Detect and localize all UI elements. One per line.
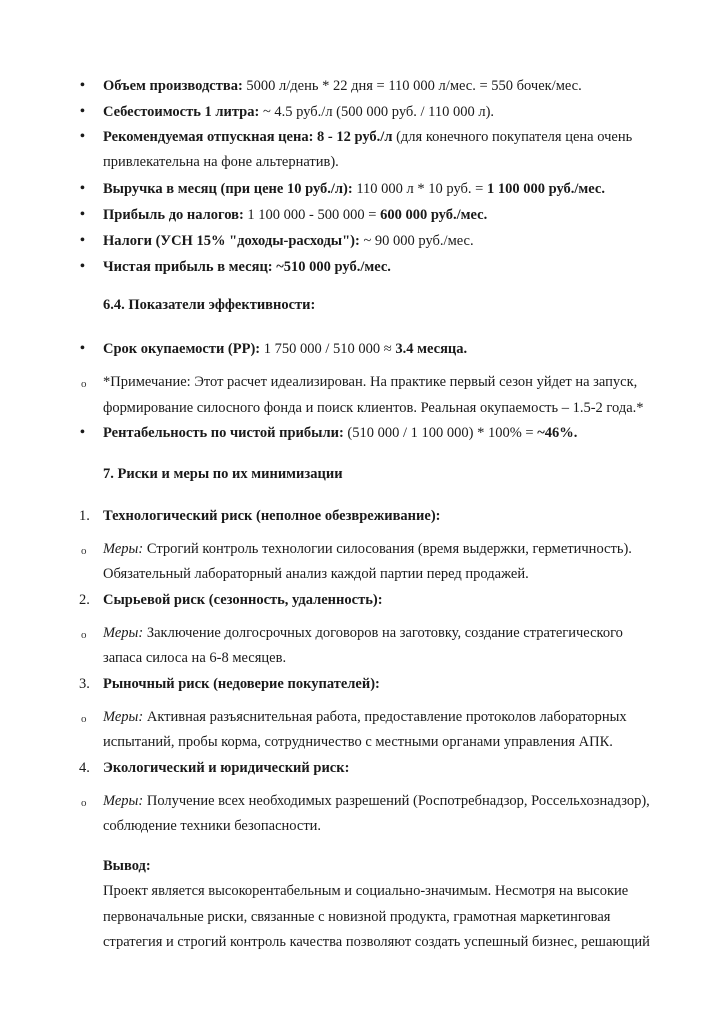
item-text: 1 100 000 - 500 000 = (243, 207, 381, 223)
list-item-production-volume (103, 77, 582, 95)
list-item-payback (103, 340, 467, 358)
risk-measure-line-2: Обязательный лабораторный анализ каждой партии перед продажей. (103, 566, 529, 582)
measure-text: Строгий контроль технологии силосования (время выдержки, герметичность). (143, 541, 632, 557)
risk-measure-line-1 (103, 624, 623, 642)
item-value: 600 000 руб./мес. (380, 207, 488, 223)
item-label: Объем производства: (103, 78, 243, 94)
measures-label: Меры: (103, 709, 144, 725)
list-item-taxes (103, 232, 474, 250)
item-value: 1 100 000 руб./мес. (486, 181, 605, 197)
bullet-marker: • (80, 259, 85, 274)
list-item-pretax-profit (103, 206, 487, 224)
circle-marker: o (81, 713, 87, 725)
bullet-marker: • (80, 104, 85, 119)
circle-marker: o (81, 378, 87, 390)
section-heading-7 (103, 465, 343, 483)
list-item-cost-per-liter (103, 103, 494, 121)
risk-number: 1. (79, 508, 90, 524)
item-label: Рекомендуемая отпускная цена: 8 - 12 руб./л (103, 129, 393, 145)
risk-title-text: Рыночный риск (недоверие покупателей): (103, 676, 380, 692)
risk-measure-line-1 (103, 792, 650, 810)
risk-title (103, 507, 441, 525)
note-line-1: *Примечание: Этот расчет идеализирован. На практике первый сезон уйдет на запуск, (103, 374, 638, 390)
list-item-net-profit (103, 258, 391, 276)
item-label: Налоги (УСН 15% "доходы-расходы"): (103, 233, 360, 249)
circle-marker: o (81, 797, 87, 809)
section-heading-6-4 (103, 296, 315, 314)
circle-marker: o (81, 545, 87, 557)
risk-title-text: Экологический и юридический риск: (103, 760, 350, 776)
bullet-marker: • (80, 341, 85, 356)
risk-measure-line-2: запаса силоса на 6-8 месяцев. (103, 650, 287, 666)
risk-title (103, 591, 383, 609)
risk-number: 3. (79, 676, 90, 692)
item-value: ~46%. (537, 425, 578, 441)
measures-label: Меры: (103, 625, 144, 641)
bullet-marker: • (80, 425, 85, 440)
measure-text: Активная разъяснительная работа, предоставление протоколов лабораторных (143, 709, 627, 725)
risk-measure-line-1 (103, 708, 627, 726)
item-text: (для конечного покупателя цена очень (392, 129, 633, 145)
risk-title (103, 675, 380, 693)
list-item-recommended-price (103, 128, 632, 146)
conclusion-heading (103, 857, 151, 875)
item-label: Чистая прибыль в месяц: ~510 000 руб./мес. (103, 259, 391, 275)
heading-text: 7. Риски и меры по их минимизации (103, 466, 343, 482)
measure-text: Заключение долгосрочных договоров на заготовку, создание стратегического (143, 625, 623, 641)
risk-title-text: Технологический риск (неполное обезвреживание): (103, 508, 441, 524)
measures-label: Меры: (103, 541, 144, 557)
conclusion-line-3: стратегия и строгий контроль качества позволяют создать успешный бизнес, решающий (103, 934, 650, 950)
conclusion-line-2: первоначальные риски, связанные с новизной продукта, грамотная маркетинговая (103, 909, 611, 925)
item-label: Выручка в месяц (при цене 10 руб./л): (103, 181, 353, 197)
item-text: ~ 90 000 руб./мес. (359, 233, 474, 249)
risk-measure-line-2: испытаний, пробы корма, сотрудничество с местными органами управления АПК. (103, 734, 613, 750)
measure-text: Получение всех необходимых разрешений (Роспотребнадзор, Россельхознадзор), (143, 793, 650, 809)
bullet-marker: • (80, 233, 85, 248)
measures-label: Меры: (103, 793, 144, 809)
bullet-marker: • (80, 207, 85, 222)
conclusion-line-1: Проект является высокорентабельным и социально-значимым. Несмотря на высокие (103, 883, 629, 899)
list-item-profitability (103, 424, 577, 442)
item-text: 1 750 000 / 510 000 ≈ (260, 341, 396, 357)
bullet-marker: • (80, 129, 85, 144)
heading-text: Вывод: (103, 858, 151, 874)
list-item-recommended-price-cont: привлекательна на фоне альтернатив). (103, 154, 339, 170)
item-text: 5000 л/день * 22 дня = 110 000 л/мес. = 550 бочек/мес. (242, 78, 582, 94)
risk-measure-line-1 (103, 540, 632, 558)
item-label: Рентабельность по чистой прибыли: (103, 425, 344, 441)
bullet-marker: • (80, 78, 85, 93)
note-line-2: формирование силосного фонда и поиск клиентов. Реальная окупаемость – 1.5-2 года.* (103, 400, 644, 416)
risk-number: 2. (79, 592, 90, 608)
item-text: ~ 4.5 руб./л (500 000 руб. / 110 000 л). (259, 104, 495, 120)
item-text: 110 000 л * 10 руб. = (352, 181, 487, 197)
list-item-monthly-revenue (103, 180, 605, 198)
circle-marker: o (81, 629, 87, 641)
risk-title-text: Сырьевой риск (сезонность, удаленность): (103, 592, 383, 608)
item-label: Себестоимость 1 литра: (103, 104, 260, 120)
risk-title (103, 759, 349, 777)
item-text: (510 000 / 1 100 000) * 100% = (343, 425, 538, 441)
item-value: 3.4 месяца. (395, 341, 468, 357)
item-label: Срок окупаемости (PP): (103, 341, 261, 357)
risk-number: 4. (79, 760, 90, 776)
item-label: Прибыль до налогов: (103, 207, 244, 223)
bullet-marker: • (80, 181, 85, 196)
heading-text: 6.4. Показатели эффективности: (103, 297, 316, 313)
risk-measure-line-2: соблюдение техники безопасности. (103, 818, 322, 834)
